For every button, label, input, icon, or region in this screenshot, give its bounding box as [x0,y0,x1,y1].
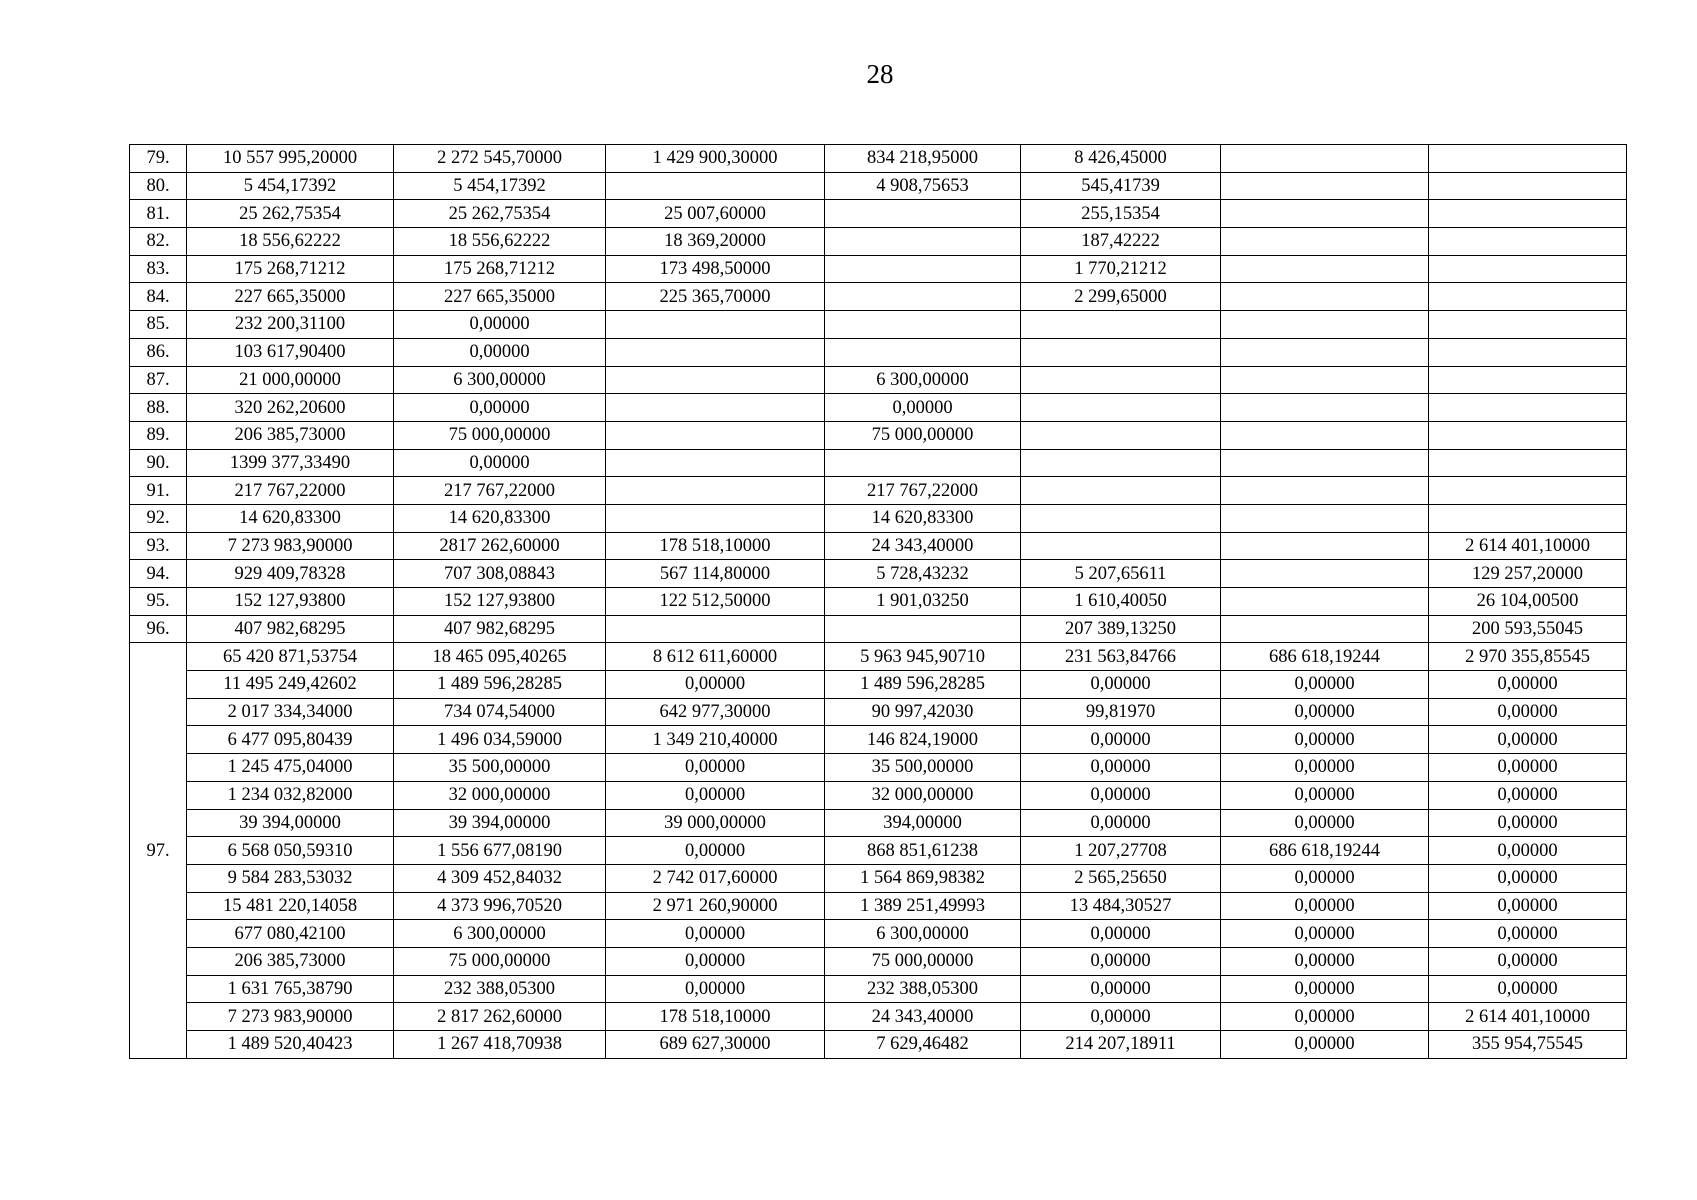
row-number-cell: 95. [130,588,187,616]
table-row [130,809,1627,837]
table-cell-col-7: 0,00000 [1429,864,1627,892]
table-cell-col-7 [1429,255,1627,283]
data-table [129,144,1627,1059]
table-cell-col-7 [1429,200,1627,228]
table-cell-col-6 [1221,615,1429,643]
table-cell-col-3: 1 349 210,40000 [606,726,825,754]
table-cell-col-2: 14 620,83300 [394,504,606,532]
table-cell-col-6 [1221,255,1429,283]
table-cell-col-2: 227 665,35000 [394,283,606,311]
table-cell-col-7: 0,00000 [1429,754,1627,782]
table-cell-col-4: 75 000,00000 [825,421,1021,449]
row-number-cell: 91. [130,477,187,505]
table-cell-col-7: 0,00000 [1429,726,1627,754]
table-cell-col-5: 187,42222 [1021,228,1221,256]
table-row [130,975,1627,1003]
table-cell-col-7 [1429,477,1627,505]
table-cell-col-5: 214 207,18911 [1021,1031,1221,1059]
table-cell-col-2: 1 556 677,08190 [394,837,606,865]
table-cell-col-2: 1 267 418,70938 [394,1031,606,1059]
table-cell-col-3: 8 612 611,60000 [606,643,825,671]
table-cell-col-total: 217 767,22000 [187,477,394,505]
table-row [130,145,1627,173]
table-cell-col-3: 2 971 260,90000 [606,892,825,920]
table-cell-col-2: 0,00000 [394,394,606,422]
table-cell-col-5: 99,81970 [1021,698,1221,726]
table-cell-col-6 [1221,449,1429,477]
table-cell-col-4: 7 629,46482 [825,1031,1021,1059]
table-cell-col-6 [1221,283,1429,311]
table-cell-col-6: 686 618,19244 [1221,837,1429,865]
table-cell-col-4: 0,00000 [825,394,1021,422]
table-cell-col-7 [1429,145,1627,173]
table-cell-col-6: 686 618,19244 [1221,643,1429,671]
table-cell-col-3: 178 518,10000 [606,532,825,560]
table-cell-col-5: 0,00000 [1021,975,1221,1003]
table-cell-col-4: 90 997,42030 [825,698,1021,726]
table-cell-col-total: 103 617,90400 [187,338,394,366]
table-cell-col-total: 11 495 249,42602 [187,671,394,699]
table-cell-col-3: 25 007,60000 [606,200,825,228]
table-cell-col-5: 1 610,40050 [1021,588,1221,616]
table-cell-col-3: 18 369,20000 [606,228,825,256]
table-cell-col-7: 200 593,55045 [1429,615,1627,643]
table-cell-col-3: 0,00000 [606,947,825,975]
table-cell-col-4: 24 343,40000 [825,1003,1021,1031]
table-cell-col-6 [1221,311,1429,339]
table-cell-col-6 [1221,228,1429,256]
table-cell-col-4: 5 963 945,90710 [825,643,1021,671]
table-cell-col-5: 207 389,13250 [1021,615,1221,643]
table-cell-col-6 [1221,366,1429,394]
table-cell-col-2: 4 309 452,84032 [394,864,606,892]
table-cell-col-5 [1021,394,1221,422]
table-cell-col-7: 0,00000 [1429,837,1627,865]
table-cell-col-2: 217 767,22000 [394,477,606,505]
table-cell-col-6 [1221,394,1429,422]
row-number-cell: 88. [130,394,187,422]
table-cell-col-3: 0,00000 [606,837,825,865]
table-cell-col-6: 0,00000 [1221,1031,1429,1059]
table-row [130,394,1627,422]
table-cell-col-4 [825,228,1021,256]
table-cell-col-total: 1399 377,33490 [187,449,394,477]
table-cell-col-5: 13 484,30527 [1021,892,1221,920]
table-cell-col-4: 24 343,40000 [825,532,1021,560]
table-cell-col-2: 152 127,93800 [394,588,606,616]
table-cell-col-total: 1 234 032,82000 [187,781,394,809]
table-cell-col-3 [606,366,825,394]
table-cell-col-2: 18 556,62222 [394,228,606,256]
table-cell-col-2: 407 982,68295 [394,615,606,643]
table-cell-col-7: 0,00000 [1429,975,1627,1003]
table-cell-col-7: 2 970 355,85545 [1429,643,1627,671]
table-cell-col-3 [606,172,825,200]
row-number-cell: 84. [130,283,187,311]
table-cell-col-3: 0,00000 [606,754,825,782]
table-row [130,366,1627,394]
table-cell-col-4: 1 489 596,28285 [825,671,1021,699]
table-cell-col-2: 0,00000 [394,311,606,339]
table-cell-col-3: 39 000,00000 [606,809,825,837]
table-cell-col-4: 35 500,00000 [825,754,1021,782]
page-number: 28 [866,59,894,89]
table-cell-col-6 [1221,200,1429,228]
table-cell-col-4: 6 300,00000 [825,366,1021,394]
table-cell-col-4: 75 000,00000 [825,947,1021,975]
table-cell-col-total: 1 631 765,38790 [187,975,394,1003]
table-row [130,892,1627,920]
table-cell-col-6 [1221,477,1429,505]
table-cell-col-7 [1429,366,1627,394]
table-cell-col-total: 65 420 871,53754 [187,643,394,671]
table-row [130,781,1627,809]
table-cell-col-2: 0,00000 [394,449,606,477]
table-row [130,1031,1627,1059]
table-cell-col-3 [606,615,825,643]
table-cell-col-6: 0,00000 [1221,892,1429,920]
table-cell-col-total: 1 489 520,40423 [187,1031,394,1059]
table-cell-col-total: 206 385,73000 [187,421,394,449]
table-row [130,947,1627,975]
table-row [130,726,1627,754]
table-row [130,172,1627,200]
table-row [130,311,1627,339]
table-cell-col-4: 394,00000 [825,809,1021,837]
table-cell-col-6: 0,00000 [1221,698,1429,726]
table-row [130,643,1627,671]
table-cell-col-5 [1021,421,1221,449]
table-cell-col-3: 122 512,50000 [606,588,825,616]
table-cell-col-2: 707 308,08843 [394,560,606,588]
table-cell-col-total: 232 200,31100 [187,311,394,339]
table-cell-col-7: 2 614 401,10000 [1429,532,1627,560]
table-cell-col-4 [825,615,1021,643]
row-number-cell: 96. [130,615,187,643]
table-row [130,698,1627,726]
table-cell-col-3 [606,504,825,532]
table-cell-col-7: 0,00000 [1429,892,1627,920]
row-number-cell: 97. [130,643,187,1058]
table-cell-col-4: 868 851,61238 [825,837,1021,865]
table-cell-col-7 [1429,338,1627,366]
table-cell-col-2: 25 262,75354 [394,200,606,228]
table-cell-col-5: 0,00000 [1021,726,1221,754]
table-cell-col-5: 1 207,27708 [1021,837,1221,865]
table-cell-col-7: 0,00000 [1429,947,1627,975]
table-cell-col-4: 1 564 869,98382 [825,864,1021,892]
table-cell-col-3: 2 742 017,60000 [606,864,825,892]
table-cell-col-total: 6 568 050,59310 [187,837,394,865]
table-cell-col-6: 0,00000 [1221,864,1429,892]
table-cell-col-3 [606,311,825,339]
table-cell-col-7: 0,00000 [1429,781,1627,809]
table-row [130,228,1627,256]
table-cell-col-5: 8 426,45000 [1021,145,1221,173]
row-number-cell: 82. [130,228,187,256]
table-cell-col-5 [1021,477,1221,505]
table-cell-col-5: 0,00000 [1021,1003,1221,1031]
row-number-cell: 90. [130,449,187,477]
table-cell-col-7 [1429,394,1627,422]
table-cell-col-3: 567 114,80000 [606,560,825,588]
table-cell-col-2: 2 817 262,60000 [394,1003,606,1031]
table-cell-col-4 [825,255,1021,283]
table-row [130,560,1627,588]
table-cell-col-5: 545,41739 [1021,172,1221,200]
table-cell-col-5: 0,00000 [1021,781,1221,809]
table-cell-col-7 [1429,172,1627,200]
table-row [130,615,1627,643]
row-number-cell: 93. [130,532,187,560]
table-cell-col-total: 407 982,68295 [187,615,394,643]
row-number-cell: 79. [130,145,187,173]
row-number-cell: 81. [130,200,187,228]
table-cell-col-4: 146 824,19000 [825,726,1021,754]
table-cell-col-5 [1021,532,1221,560]
row-number-cell: 94. [130,560,187,588]
table-cell-col-4: 232 388,05300 [825,975,1021,1003]
table-cell-col-6: 0,00000 [1221,671,1429,699]
table-cell-col-5: 0,00000 [1021,947,1221,975]
table-cell-col-7: 0,00000 [1429,920,1627,948]
table-cell-col-2: 6 300,00000 [394,920,606,948]
table-cell-col-5: 0,00000 [1021,809,1221,837]
table-cell-col-2: 2 272 545,70000 [394,145,606,173]
table-cell-col-3: 0,00000 [606,975,825,1003]
table-cell-col-6 [1221,172,1429,200]
table-cell-col-6 [1221,588,1429,616]
table-cell-col-4 [825,200,1021,228]
table-cell-col-4: 1 901,03250 [825,588,1021,616]
table-cell-col-2: 232 388,05300 [394,975,606,1003]
table-cell-col-2: 39 394,00000 [394,809,606,837]
table-cell-col-6: 0,00000 [1221,1003,1429,1031]
row-number-cell: 83. [130,255,187,283]
table-row [130,477,1627,505]
table-cell-col-total: 21 000,00000 [187,366,394,394]
table-cell-col-3 [606,338,825,366]
table-cell-col-3 [606,449,825,477]
table-cell-col-6: 0,00000 [1221,809,1429,837]
table-cell-col-6 [1221,338,1429,366]
table-cell-col-6 [1221,532,1429,560]
table-cell-col-2: 6 300,00000 [394,366,606,394]
table-cell-col-7: 355 954,75545 [1429,1031,1627,1059]
table-row [130,283,1627,311]
table-cell-col-7 [1429,228,1627,256]
row-number-cell: 87. [130,366,187,394]
table-row [130,671,1627,699]
table-cell-col-3: 225 365,70000 [606,283,825,311]
table-row [130,200,1627,228]
table-row [130,1003,1627,1031]
table-row [130,449,1627,477]
table-cell-col-total: 175 268,71212 [187,255,394,283]
table-cell-col-6: 0,00000 [1221,920,1429,948]
table-cell-col-total: 9 584 283,53032 [187,864,394,892]
table-cell-col-6: 0,00000 [1221,726,1429,754]
table-cell-col-2: 175 268,71212 [394,255,606,283]
table-cell-col-2: 4 373 996,70520 [394,892,606,920]
table-cell-col-6 [1221,421,1429,449]
table-cell-col-5 [1021,504,1221,532]
table-cell-col-total: 227 665,35000 [187,283,394,311]
table-cell-col-4: 217 767,22000 [825,477,1021,505]
table-cell-col-2: 1 496 034,59000 [394,726,606,754]
table-cell-col-total: 152 127,93800 [187,588,394,616]
table-cell-col-7 [1429,504,1627,532]
table-cell-col-total: 6 477 095,80439 [187,726,394,754]
table-cell-col-7: 0,00000 [1429,809,1627,837]
table-cell-col-7: 2 614 401,10000 [1429,1003,1627,1031]
table-cell-col-total: 206 385,73000 [187,947,394,975]
table-cell-col-7: 26 104,00500 [1429,588,1627,616]
table-cell-col-total: 18 556,62222 [187,228,394,256]
table-cell-col-3: 689 627,30000 [606,1031,825,1059]
table-row [130,255,1627,283]
table-cell-col-4 [825,338,1021,366]
table-cell-col-6: 0,00000 [1221,975,1429,1003]
table-cell-col-7 [1429,421,1627,449]
table-cell-col-2: 35 500,00000 [394,754,606,782]
table-cell-col-5: 2 565,25650 [1021,864,1221,892]
table-cell-col-3: 642 977,30000 [606,698,825,726]
table-cell-col-total: 677 080,42100 [187,920,394,948]
table-cell-col-total: 929 409,78328 [187,560,394,588]
table-cell-col-3 [606,477,825,505]
table-cell-col-2: 1 489 596,28285 [394,671,606,699]
table-row [130,338,1627,366]
table-cell-col-2: 75 000,00000 [394,947,606,975]
table-cell-col-4: 14 620,83300 [825,504,1021,532]
table-cell-col-3 [606,421,825,449]
table-cell-col-2: 734 074,54000 [394,698,606,726]
table-cell-col-total: 7 273 983,90000 [187,1003,394,1031]
table-cell-col-6 [1221,145,1429,173]
table-row [130,864,1627,892]
table-cell-col-3: 0,00000 [606,671,825,699]
table-cell-col-2: 0,00000 [394,338,606,366]
table-cell-col-total: 1 245 475,04000 [187,754,394,782]
table-body [130,145,1627,1059]
table-row [130,588,1627,616]
table-cell-col-6 [1221,560,1429,588]
table-cell-col-5: 0,00000 [1021,754,1221,782]
table-cell-col-2: 32 000,00000 [394,781,606,809]
table-row [130,920,1627,948]
table-cell-col-5: 5 207,65611 [1021,560,1221,588]
table-cell-col-total: 7 273 983,90000 [187,532,394,560]
table-cell-col-6: 0,00000 [1221,781,1429,809]
table-row [130,421,1627,449]
table-cell-col-3: 1 429 900,30000 [606,145,825,173]
table-cell-col-6: 0,00000 [1221,947,1429,975]
table-cell-col-5: 1 770,21212 [1021,255,1221,283]
table-cell-col-4: 6 300,00000 [825,920,1021,948]
table-cell-col-4: 5 728,43232 [825,560,1021,588]
table-cell-col-4: 834 218,95000 [825,145,1021,173]
table-cell-col-3: 0,00000 [606,781,825,809]
table-cell-col-5: 231 563,84766 [1021,643,1221,671]
table-cell-col-4: 4 908,75653 [825,172,1021,200]
table-cell-col-2: 18 465 095,40265 [394,643,606,671]
table-row [130,837,1627,865]
table-cell-col-2: 2817 262,60000 [394,532,606,560]
row-number-cell: 80. [130,172,187,200]
table-cell-col-total: 320 262,20600 [187,394,394,422]
row-number-cell: 89. [130,421,187,449]
table-cell-col-5: 255,15354 [1021,200,1221,228]
row-number-cell: 85. [130,311,187,339]
table-cell-col-total: 15 481 220,14058 [187,892,394,920]
table-cell-col-6: 0,00000 [1221,754,1429,782]
table-cell-col-5: 0,00000 [1021,671,1221,699]
table-cell-col-5: 2 299,65000 [1021,283,1221,311]
table-cell-col-3: 0,00000 [606,920,825,948]
table-cell-col-4: 32 000,00000 [825,781,1021,809]
table-row [130,754,1627,782]
table-row [130,504,1627,532]
row-number-cell: 86. [130,338,187,366]
table-cell-col-7 [1429,449,1627,477]
row-number-cell: 92. [130,504,187,532]
table-cell-col-total: 25 262,75354 [187,200,394,228]
table-cell-col-total: 5 454,17392 [187,172,394,200]
table-cell-col-5 [1021,338,1221,366]
table-cell-col-5: 0,00000 [1021,920,1221,948]
table-cell-col-5 [1021,449,1221,477]
table-cell-col-total: 14 620,83300 [187,504,394,532]
table-cell-col-2: 5 454,17392 [394,172,606,200]
table-cell-col-5 [1021,311,1221,339]
table-cell-col-total: 2 017 334,34000 [187,698,394,726]
table-cell-col-4: 1 389 251,49993 [825,892,1021,920]
table-cell-col-2: 75 000,00000 [394,421,606,449]
table-cell-col-7: 0,00000 [1429,698,1627,726]
table-cell-col-7 [1429,283,1627,311]
table-cell-col-5 [1021,366,1221,394]
table-cell-col-total: 10 557 995,20000 [187,145,394,173]
table-cell-col-4 [825,449,1021,477]
table-cell-col-7 [1429,311,1627,339]
table-cell-col-7: 0,00000 [1429,671,1627,699]
table-cell-col-3: 178 518,10000 [606,1003,825,1031]
table-cell-col-3: 173 498,50000 [606,255,825,283]
table-cell-col-6 [1221,504,1429,532]
table-cell-col-total: 39 394,00000 [187,809,394,837]
table-cell-col-3 [606,394,825,422]
table-cell-col-7: 129 257,20000 [1429,560,1627,588]
table-cell-col-4 [825,283,1021,311]
table-row [130,532,1627,560]
table-cell-col-4 [825,311,1021,339]
